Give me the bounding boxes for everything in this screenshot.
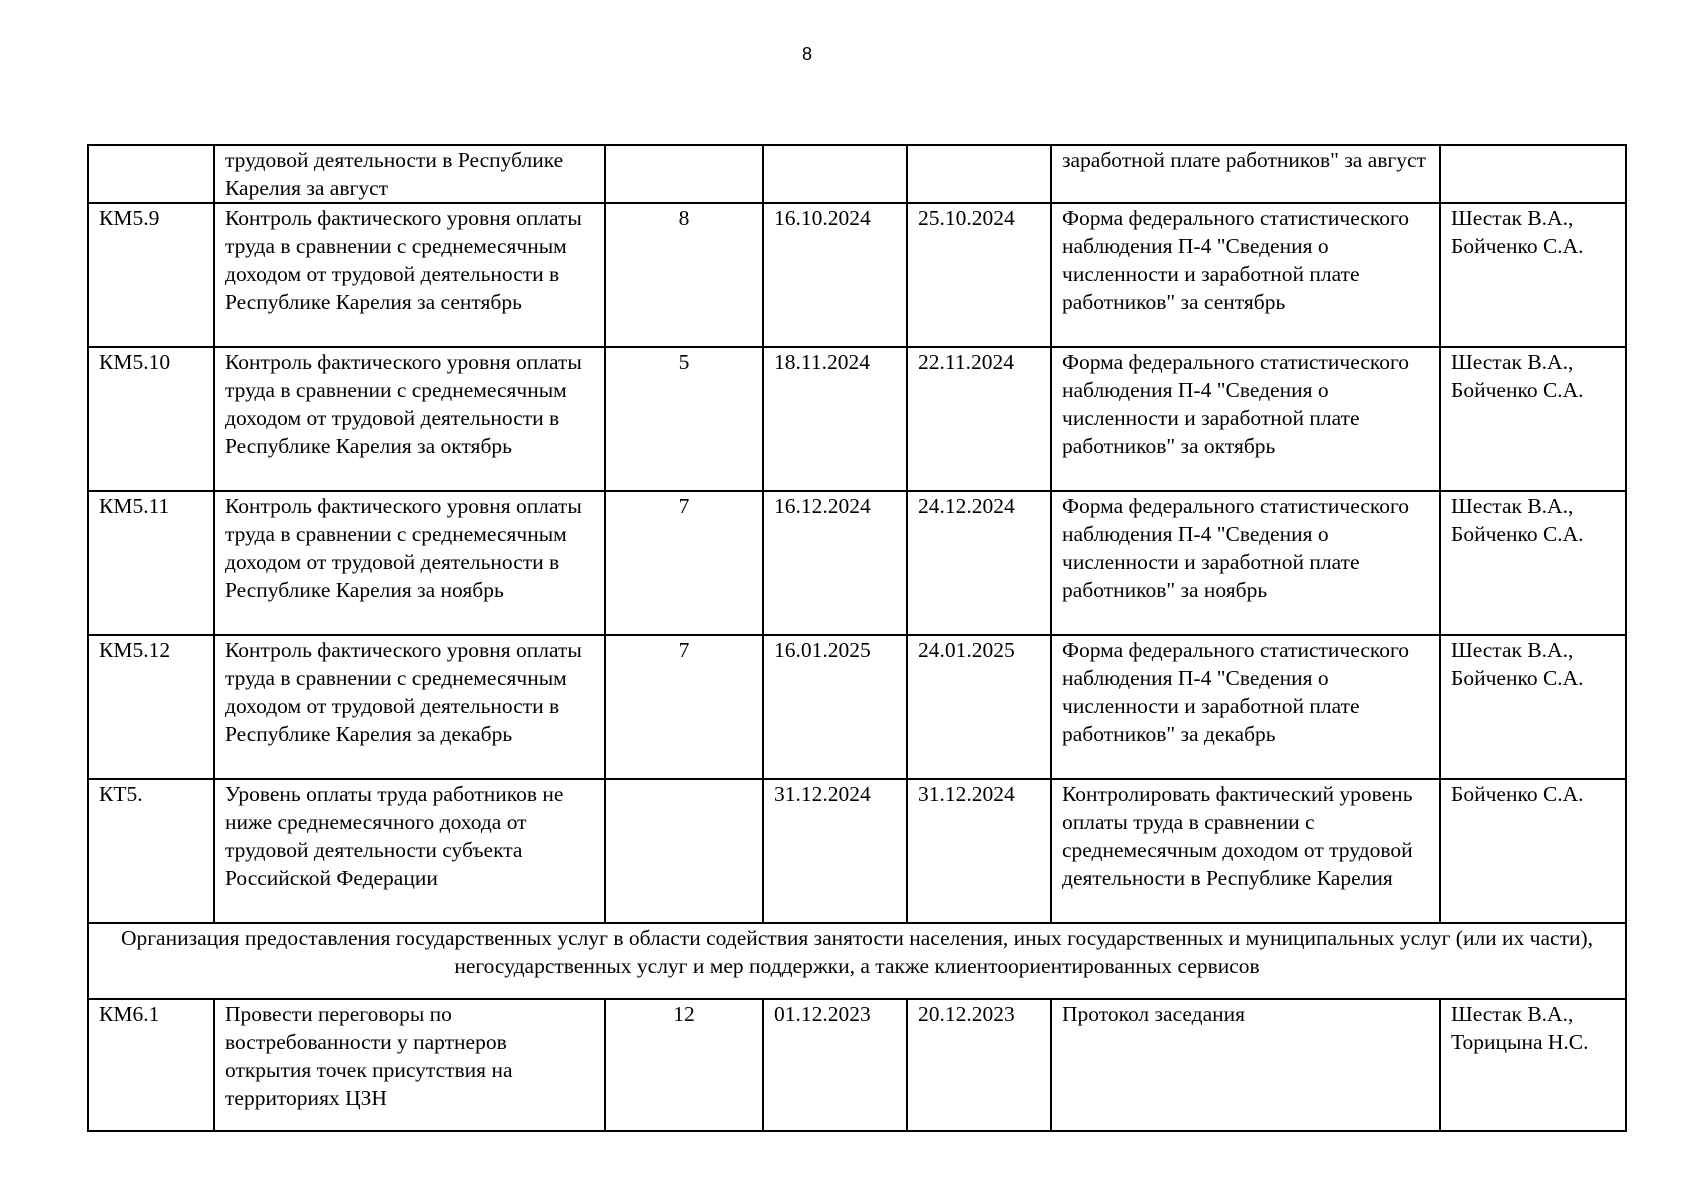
cell-responsible: Шестак В.А., Бойченко С.А. — [1440, 635, 1626, 779]
cell-responsible: Шестак В.А., Бойченко С.А. — [1440, 491, 1626, 635]
page-number: 8 — [801, 44, 812, 64]
cell-name: Контроль фактического уровня оплаты труда в сравнении с среднемесячным доходом от трудовой деятельности в Республике Карелия за ноябрь — [214, 491, 605, 635]
table-row-km6-1 — [88, 999, 1626, 1131]
cell-code: КМ5.12 — [88, 635, 214, 779]
cell-responsible: Шестак В.А., Бойченко С.А. — [1440, 203, 1626, 347]
table-row-km5-9 — [88, 203, 1626, 347]
cell-code: КМ6.1 — [88, 999, 214, 1131]
cell-document: Форма федерального статистического наблюдения П-4 "Сведения о численности и заработной плате работников" за декабрь — [1051, 635, 1440, 779]
table-row-continued — [88, 145, 1626, 203]
cell-name: Провести переговоры по востребованности у партнеров открытия точек присутствия на территориях ЦЗН — [214, 999, 605, 1131]
cell-responsible: Шестак В.А., Торицына Н.С. — [1440, 999, 1626, 1131]
cell-start-date: 16.10.2024 — [763, 203, 907, 347]
cell-code: КМ5.9 — [88, 203, 214, 347]
cell-name: Контроль фактического уровня оплаты труда в сравнении с среднемесячным доходом от трудовой деятельности в Республике Карелия за октябрь — [214, 347, 605, 491]
cell-end-date: 31.12.2024 — [907, 779, 1051, 923]
cell-code: КМ5.10 — [88, 347, 214, 491]
cell-code: КМ5.11 — [88, 491, 214, 635]
cell-end-date: 20.12.2023 — [907, 999, 1051, 1131]
table-section-header — [88, 923, 1626, 999]
cell-name: Контроль фактического уровня оплаты труда в сравнении с среднемесячным доходом от трудовой деятельности в Республике Карелия за сентябрь — [214, 203, 605, 347]
cell-document: Протокол заседания — [1051, 999, 1440, 1131]
cell-document: Контролировать фактический уровень оплаты труда в сравнении с среднемесячным доходом от трудовой деятельности в Республике Карелия — [1051, 779, 1440, 923]
cell-responsible: Бойченко С.А. — [1440, 779, 1626, 923]
cell-days: 12 — [605, 999, 763, 1131]
plan-table — [87, 144, 1627, 1132]
cell-end-date: 24.01.2025 — [907, 635, 1051, 779]
cell-days — [605, 779, 763, 923]
cell-responsible: Шестак В.А., Бойченко С.А. — [1440, 347, 1626, 491]
cell-start-date: 31.12.2024 — [763, 779, 907, 923]
cell-code: КТ5. — [88, 779, 214, 923]
table-row-kt5 — [88, 779, 1626, 923]
table-row-km5-12 — [88, 635, 1626, 779]
cell-name: трудовой деятельности в Республике Карелия за август — [214, 145, 605, 203]
section-title: Организация предоставления государственных услуг в области содействия занятости населения, иных государственных и муниципальных услуг (или их части), негосударственных услуг и мер поддержки, а также клиентоориентированных сервисов — [88, 923, 1626, 999]
cell-days: 7 — [605, 491, 763, 635]
cell-days: 5 — [605, 347, 763, 491]
cell-end-date: 25.10.2024 — [907, 203, 1051, 347]
table-row-km5-11 — [88, 491, 1626, 635]
cell-end-date — [907, 145, 1051, 203]
cell-name: Контроль фактического уровня оплаты труда в сравнении с среднемесячным доходом от трудовой деятельности в Республике Карелия за декабрь — [214, 635, 605, 779]
cell-start-date: 16.12.2024 — [763, 491, 907, 635]
cell-document: Форма федерального статистического наблюдения П-4 "Сведения о численности и заработной плате работников" за ноябрь — [1051, 491, 1440, 635]
cell-document: заработной плате работников" за август — [1051, 145, 1440, 203]
cell-start-date: 18.11.2024 — [763, 347, 907, 491]
cell-days — [605, 145, 763, 203]
cell-document: Форма федерального статистического наблюдения П-4 "Сведения о численности и заработной плате работников" за октябрь — [1051, 347, 1440, 491]
cell-code — [88, 145, 214, 203]
cell-days: 8 — [605, 203, 763, 347]
cell-start-date — [763, 145, 907, 203]
cell-document: Форма федерального статистического наблюдения П-4 "Сведения о численности и заработной плате работников" за сентябрь — [1051, 203, 1440, 347]
cell-responsible — [1440, 145, 1626, 203]
cell-end-date: 24.12.2024 — [907, 491, 1051, 635]
table-row-km5-10 — [88, 347, 1626, 491]
cell-start-date: 01.12.2023 — [763, 999, 907, 1131]
cell-days: 7 — [605, 635, 763, 779]
cell-start-date: 16.01.2025 — [763, 635, 907, 779]
cell-name: Уровень оплаты труда работников не ниже среднемесячного дохода от трудовой деятельности субъекта Российской Федерации — [214, 779, 605, 923]
cell-end-date: 22.11.2024 — [907, 347, 1051, 491]
